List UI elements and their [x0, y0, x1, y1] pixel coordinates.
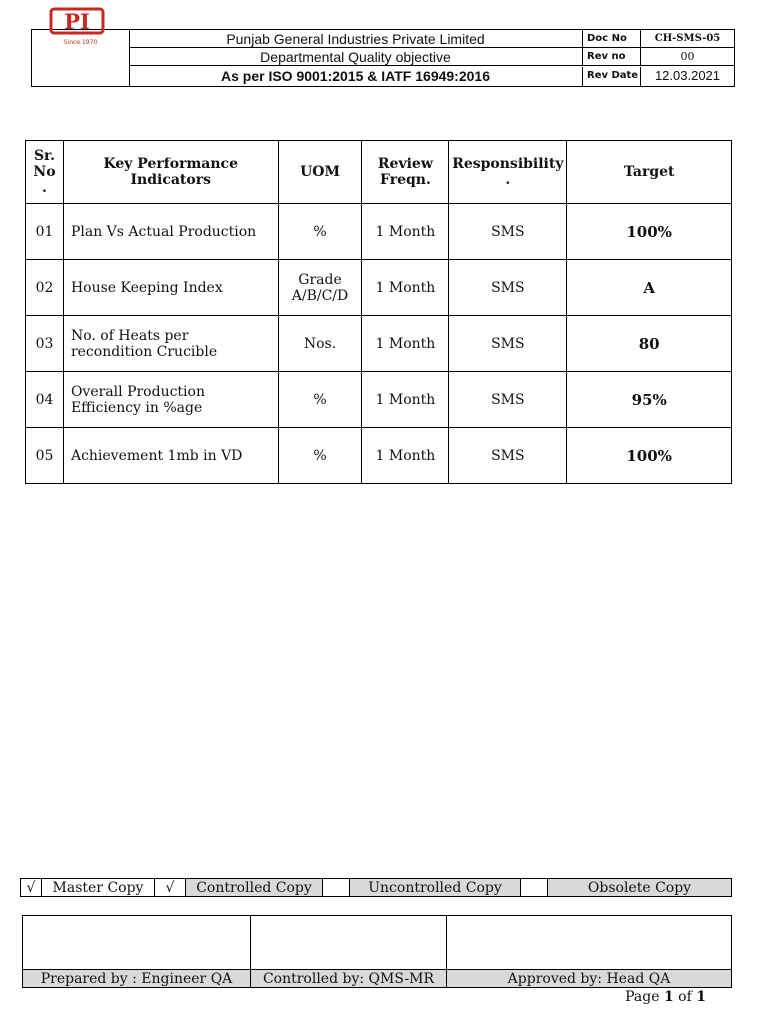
cell-review: 1 Month: [362, 372, 449, 428]
cell-target: A: [567, 260, 732, 316]
rev-date-label: Rev Date: [582, 67, 640, 86]
master-copy-check: √: [21, 879, 42, 897]
header-responsibility: Responsibility .: [449, 141, 567, 204]
cell-sr: 04: [26, 372, 64, 428]
document-subtitle: Departmental Quality objective: [129, 48, 582, 66]
uncontrolled-copy-check: [323, 879, 350, 897]
approved-by: Approved by: Head QA: [447, 970, 732, 988]
rev-no-value: 00: [640, 48, 734, 66]
cell-review: 1 Month: [362, 316, 449, 372]
company-name: Punjab General Industries Private Limited: [129, 30, 582, 48]
uncontrolled-copy-label: Uncontrolled Copy: [350, 879, 521, 897]
table-row: [26, 372, 732, 428]
cell-sr: 01: [26, 204, 64, 260]
controlled-by: Controlled by: QMS-MR: [251, 970, 447, 988]
controlled-signature-area: [251, 916, 447, 970]
cell-uom: %: [278, 204, 362, 260]
kpi-table: [25, 140, 732, 484]
cell-sr: 02: [26, 260, 64, 316]
document-header: [31, 9, 735, 87]
rev-date-value: 12.03.2021: [640, 67, 734, 86]
cell-responsibility: SMS: [449, 428, 567, 484]
cell-sr: 05: [26, 428, 64, 484]
obsolete-copy-check: [521, 879, 548, 897]
logo-cell: [32, 9, 130, 86]
cell-review: 1 Month: [362, 428, 449, 484]
cell-uom: %: [278, 372, 362, 428]
cell-sr: 03: [26, 316, 64, 372]
controlled-copy-check: √: [155, 879, 186, 897]
header-uom: UOM: [278, 141, 362, 204]
header-review-frequency: Review Freqn.: [362, 141, 449, 204]
doc-no-label: Doc No: [582, 30, 640, 48]
table-row: [26, 204, 732, 260]
cell-uom: Grade A/B/C/D: [278, 260, 362, 316]
cell-target: 80: [567, 316, 732, 372]
cell-uom: Nos.: [278, 316, 362, 372]
prepared-signature-area: [23, 916, 251, 970]
cell-review: 1 Month: [362, 204, 449, 260]
cell-kpi: House Keeping Index: [63, 260, 278, 316]
logo-since-text: Since 1970: [63, 39, 98, 46]
standard-reference: As per ISO 9001:2015 & IATF 16949:2016: [220, 68, 490, 84]
cell-review: 1 Month: [362, 260, 449, 316]
cell-responsibility: SMS: [449, 204, 567, 260]
cell-target: 100%: [567, 428, 732, 484]
approved-signature-area: [447, 916, 732, 970]
header-sr-no: Sr. No .: [26, 141, 64, 204]
table-row: [26, 260, 732, 316]
header-kpi: Key Performance Indicators: [63, 141, 278, 204]
doc-no-value: CH-SMS-05: [640, 30, 734, 48]
cell-uom: %: [278, 428, 362, 484]
cell-responsibility: SMS: [449, 316, 567, 372]
copy-status-strip: [20, 878, 732, 897]
header-target: Target: [567, 141, 732, 204]
cell-kpi: Overall Production Efficiency in %age: [63, 372, 278, 428]
table-row: [26, 316, 732, 372]
cell-kpi: Plan Vs Actual Production: [63, 204, 278, 260]
cell-target: 95%: [567, 372, 732, 428]
cell-responsibility: SMS: [449, 372, 567, 428]
logo-letters: PI: [64, 9, 90, 34]
cell-kpi: No. of Heats per recondition Crucible: [63, 316, 278, 372]
cell-target: 100%: [567, 204, 732, 260]
controlled-copy-label: Controlled Copy: [186, 879, 323, 897]
cell-kpi: Achievement 1mb in VD: [63, 428, 278, 484]
rev-no-label: Rev no: [582, 48, 640, 66]
cell-responsibility: SMS: [449, 260, 567, 316]
kpi-header-row: [26, 141, 732, 204]
table-row: [26, 428, 732, 484]
obsolete-copy-label: Obsolete Copy: [548, 879, 732, 897]
company-logo: [49, 3, 105, 39]
signoff-table: [22, 915, 732, 988]
prepared-by: Prepared by : Engineer QA: [23, 970, 251, 988]
page-number: Page 1 of 1: [625, 989, 706, 1005]
master-copy-label: Master Copy: [42, 879, 155, 897]
